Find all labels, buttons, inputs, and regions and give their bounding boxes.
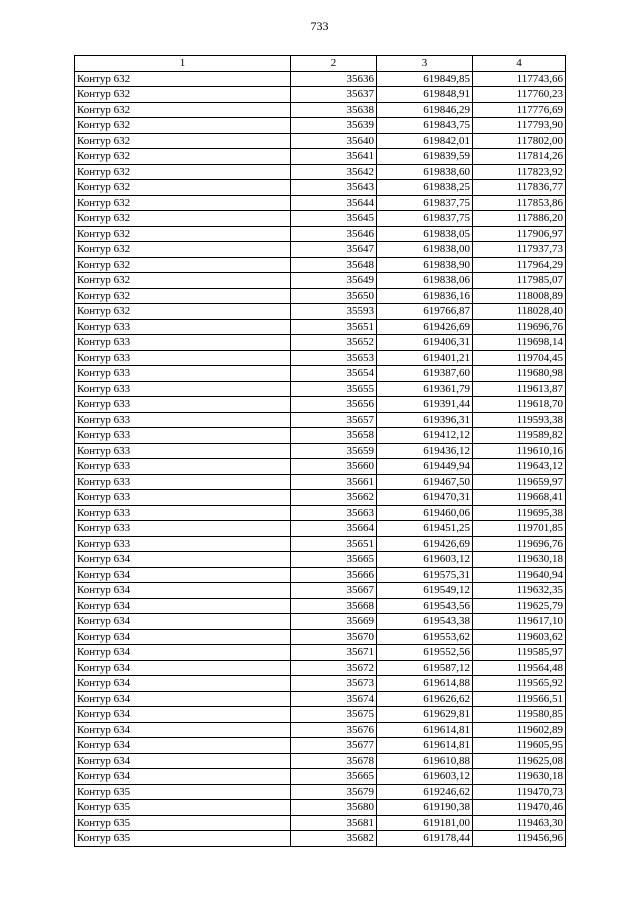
x-coordinate-cell: 619766,87 bbox=[377, 304, 473, 320]
y-coordinate-cell: 119589,82 bbox=[473, 428, 566, 444]
point-number-cell: 35645 bbox=[291, 211, 377, 227]
y-coordinate-cell: 119695,38 bbox=[473, 505, 566, 521]
contour-name-cell: Контур 632 bbox=[75, 180, 291, 196]
contour-name-cell: Контур 632 bbox=[75, 133, 291, 149]
y-coordinate-cell: 117776,69 bbox=[473, 102, 566, 118]
y-coordinate-cell: 119602,89 bbox=[473, 722, 566, 738]
contour-name-cell: Контур 632 bbox=[75, 118, 291, 134]
point-number-cell: 35682 bbox=[291, 831, 377, 847]
contour-name-cell: Контур 634 bbox=[75, 722, 291, 738]
point-number-cell: 35637 bbox=[291, 87, 377, 103]
point-number-cell: 35678 bbox=[291, 753, 377, 769]
contour-name-cell: Контур 634 bbox=[75, 583, 291, 599]
point-number-cell: 35642 bbox=[291, 164, 377, 180]
point-number-cell: 35647 bbox=[291, 242, 377, 258]
table-row bbox=[75, 660, 566, 676]
table-row bbox=[75, 722, 566, 738]
y-coordinate-cell: 119463,30 bbox=[473, 815, 566, 831]
table-row bbox=[75, 242, 566, 258]
table-row bbox=[75, 288, 566, 304]
header-row bbox=[75, 56, 566, 72]
x-coordinate-cell: 619839,59 bbox=[377, 149, 473, 165]
x-coordinate-cell: 619838,06 bbox=[377, 273, 473, 289]
y-coordinate-cell: 119701,85 bbox=[473, 521, 566, 537]
x-coordinate-cell: 619842,01 bbox=[377, 133, 473, 149]
table-row bbox=[75, 552, 566, 568]
contour-name-cell: Контур 632 bbox=[75, 304, 291, 320]
point-number-cell: 35668 bbox=[291, 598, 377, 614]
x-coordinate-cell: 619467,50 bbox=[377, 474, 473, 490]
table-row bbox=[75, 257, 566, 273]
contour-name-cell: Контур 634 bbox=[75, 645, 291, 661]
table-row bbox=[75, 676, 566, 692]
x-coordinate-cell: 619838,00 bbox=[377, 242, 473, 258]
table-row bbox=[75, 614, 566, 630]
page-number: 733 bbox=[310, 19, 329, 33]
x-coordinate-cell: 619838,25 bbox=[377, 180, 473, 196]
x-coordinate-cell: 619396,31 bbox=[377, 412, 473, 428]
table-row bbox=[75, 133, 566, 149]
point-number-cell: 35673 bbox=[291, 676, 377, 692]
x-coordinate-cell: 619843,75 bbox=[377, 118, 473, 134]
point-number-cell: 35648 bbox=[291, 257, 377, 273]
y-coordinate-cell: 117937,73 bbox=[473, 242, 566, 258]
point-number-cell: 35664 bbox=[291, 521, 377, 537]
y-coordinate-cell: 119618,70 bbox=[473, 397, 566, 413]
point-number-cell: 35674 bbox=[291, 691, 377, 707]
table-row bbox=[75, 319, 566, 335]
x-coordinate-cell: 619603,12 bbox=[377, 552, 473, 568]
x-coordinate-cell: 619470,31 bbox=[377, 490, 473, 506]
contour-name-cell: Контур 632 bbox=[75, 288, 291, 304]
contour-name-cell: Контур 632 bbox=[75, 102, 291, 118]
table-row bbox=[75, 490, 566, 506]
table-row bbox=[75, 304, 566, 320]
contour-name-cell: Контур 635 bbox=[75, 784, 291, 800]
table-row bbox=[75, 412, 566, 428]
contour-name-cell: Контур 633 bbox=[75, 397, 291, 413]
contour-name-cell: Контур 632 bbox=[75, 257, 291, 273]
contour-name-cell: Контур 632 bbox=[75, 87, 291, 103]
y-coordinate-cell: 119659,97 bbox=[473, 474, 566, 490]
y-coordinate-cell: 117853,86 bbox=[473, 195, 566, 211]
table-row bbox=[75, 521, 566, 537]
contour-name-cell: Контур 634 bbox=[75, 769, 291, 785]
y-coordinate-cell: 119565,92 bbox=[473, 676, 566, 692]
table-row bbox=[75, 583, 566, 599]
y-coordinate-cell: 119632,35 bbox=[473, 583, 566, 599]
y-coordinate-cell: 117802,00 bbox=[473, 133, 566, 149]
table-row bbox=[75, 474, 566, 490]
y-coordinate-cell: 117964,29 bbox=[473, 257, 566, 273]
table-row bbox=[75, 118, 566, 134]
x-coordinate-cell: 619246,62 bbox=[377, 784, 473, 800]
contour-name-cell: Контур 633 bbox=[75, 536, 291, 552]
point-number-cell: 35675 bbox=[291, 707, 377, 723]
coordinates-table bbox=[74, 55, 566, 847]
table-row bbox=[75, 428, 566, 444]
contour-name-cell: Контур 633 bbox=[75, 474, 291, 490]
contour-name-cell: Контур 633 bbox=[75, 505, 291, 521]
table-row bbox=[75, 800, 566, 816]
x-coordinate-cell: 619543,56 bbox=[377, 598, 473, 614]
point-number-cell: 35656 bbox=[291, 397, 377, 413]
table-row bbox=[75, 195, 566, 211]
table-row bbox=[75, 505, 566, 521]
x-coordinate-cell: 619849,85 bbox=[377, 71, 473, 87]
x-coordinate-cell: 619543,38 bbox=[377, 614, 473, 630]
contour-name-cell: Контур 633 bbox=[75, 335, 291, 351]
contour-name-cell: Контур 632 bbox=[75, 226, 291, 242]
table-row bbox=[75, 350, 566, 366]
contour-name-cell: Контур 633 bbox=[75, 459, 291, 475]
x-coordinate-cell: 619361,79 bbox=[377, 381, 473, 397]
table-row bbox=[75, 707, 566, 723]
contour-name-cell: Контур 635 bbox=[75, 815, 291, 831]
point-number-cell: 35679 bbox=[291, 784, 377, 800]
y-coordinate-cell: 119610,16 bbox=[473, 443, 566, 459]
x-coordinate-cell: 619838,90 bbox=[377, 257, 473, 273]
x-coordinate-cell: 619406,31 bbox=[377, 335, 473, 351]
y-coordinate-cell: 119625,79 bbox=[473, 598, 566, 614]
point-number-cell: 35660 bbox=[291, 459, 377, 475]
table-row bbox=[75, 443, 566, 459]
table-row bbox=[75, 753, 566, 769]
y-coordinate-cell: 119617,10 bbox=[473, 614, 566, 630]
y-coordinate-cell: 117743,66 bbox=[473, 71, 566, 87]
x-coordinate-cell: 619837,75 bbox=[377, 195, 473, 211]
y-coordinate-cell: 117760,23 bbox=[473, 87, 566, 103]
x-coordinate-cell: 619614,81 bbox=[377, 722, 473, 738]
contour-name-cell: Контур 634 bbox=[75, 629, 291, 645]
table-row bbox=[75, 397, 566, 413]
table-row bbox=[75, 335, 566, 351]
y-coordinate-cell: 119625,08 bbox=[473, 753, 566, 769]
contour-name-cell: Контур 634 bbox=[75, 707, 291, 723]
y-coordinate-cell: 119470,46 bbox=[473, 800, 566, 816]
y-coordinate-cell: 119456,96 bbox=[473, 831, 566, 847]
contour-name-cell: Контур 632 bbox=[75, 149, 291, 165]
contour-name-cell: Контур 634 bbox=[75, 753, 291, 769]
table-row bbox=[75, 629, 566, 645]
y-coordinate-cell: 119564,48 bbox=[473, 660, 566, 676]
y-coordinate-cell: 117793,90 bbox=[473, 118, 566, 134]
contour-name-cell: Контур 634 bbox=[75, 738, 291, 754]
table-row bbox=[75, 645, 566, 661]
column-header: 2 bbox=[291, 56, 377, 72]
x-coordinate-cell: 619436,12 bbox=[377, 443, 473, 459]
point-number-cell: 35677 bbox=[291, 738, 377, 754]
point-number-cell: 35667 bbox=[291, 583, 377, 599]
y-coordinate-cell: 118028,40 bbox=[473, 304, 566, 320]
x-coordinate-cell: 619614,81 bbox=[377, 738, 473, 754]
table-row bbox=[75, 180, 566, 196]
table-row bbox=[75, 738, 566, 754]
point-number-cell: 35639 bbox=[291, 118, 377, 134]
x-coordinate-cell: 619626,62 bbox=[377, 691, 473, 707]
x-coordinate-cell: 619575,31 bbox=[377, 567, 473, 583]
y-coordinate-cell: 119605,95 bbox=[473, 738, 566, 754]
point-number-cell: 35670 bbox=[291, 629, 377, 645]
table-row bbox=[75, 366, 566, 382]
column-header: 4 bbox=[473, 56, 566, 72]
contour-name-cell: Контур 634 bbox=[75, 691, 291, 707]
y-coordinate-cell: 117823,92 bbox=[473, 164, 566, 180]
x-coordinate-cell: 619190,38 bbox=[377, 800, 473, 816]
contour-name-cell: Контур 633 bbox=[75, 381, 291, 397]
y-coordinate-cell: 119613,87 bbox=[473, 381, 566, 397]
x-coordinate-cell: 619391,44 bbox=[377, 397, 473, 413]
table-row bbox=[75, 149, 566, 165]
table-row bbox=[75, 273, 566, 289]
point-number-cell: 35649 bbox=[291, 273, 377, 289]
contour-name-cell: Контур 634 bbox=[75, 676, 291, 692]
contour-name-cell: Контур 633 bbox=[75, 366, 291, 382]
point-number-cell: 35644 bbox=[291, 195, 377, 211]
point-number-cell: 35672 bbox=[291, 660, 377, 676]
y-coordinate-cell: 119696,76 bbox=[473, 319, 566, 335]
y-coordinate-cell: 117814,26 bbox=[473, 149, 566, 165]
x-coordinate-cell: 619848,91 bbox=[377, 87, 473, 103]
point-number-cell: 35640 bbox=[291, 133, 377, 149]
point-number-cell: 35665 bbox=[291, 769, 377, 785]
point-number-cell: 35657 bbox=[291, 412, 377, 428]
table-row bbox=[75, 102, 566, 118]
y-coordinate-cell: 119593,38 bbox=[473, 412, 566, 428]
x-coordinate-cell: 619449,94 bbox=[377, 459, 473, 475]
column-header: 1 bbox=[75, 56, 291, 72]
table-row bbox=[75, 691, 566, 707]
contour-name-cell: Контур 633 bbox=[75, 412, 291, 428]
point-number-cell: 35641 bbox=[291, 149, 377, 165]
x-coordinate-cell: 619838,05 bbox=[377, 226, 473, 242]
contour-name-cell: Контур 633 bbox=[75, 350, 291, 366]
contour-name-cell: Контур 634 bbox=[75, 614, 291, 630]
contour-name-cell: Контур 632 bbox=[75, 211, 291, 227]
table-row bbox=[75, 815, 566, 831]
contour-name-cell: Контур 633 bbox=[75, 428, 291, 444]
point-number-cell: 35654 bbox=[291, 366, 377, 382]
point-number-cell: 35636 bbox=[291, 71, 377, 87]
point-number-cell: 35650 bbox=[291, 288, 377, 304]
point-number-cell: 35676 bbox=[291, 722, 377, 738]
table-row bbox=[75, 769, 566, 785]
point-number-cell: 35651 bbox=[291, 319, 377, 335]
y-coordinate-cell: 119470,73 bbox=[473, 784, 566, 800]
x-coordinate-cell: 619460,06 bbox=[377, 505, 473, 521]
point-number-cell: 35663 bbox=[291, 505, 377, 521]
contour-name-cell: Контур 632 bbox=[75, 164, 291, 180]
contour-name-cell: Контур 633 bbox=[75, 521, 291, 537]
point-number-cell: 35646 bbox=[291, 226, 377, 242]
y-coordinate-cell: 119696,76 bbox=[473, 536, 566, 552]
x-coordinate-cell: 619836,16 bbox=[377, 288, 473, 304]
x-coordinate-cell: 619587,12 bbox=[377, 660, 473, 676]
table-row bbox=[75, 211, 566, 227]
y-coordinate-cell: 119603,62 bbox=[473, 629, 566, 645]
x-coordinate-cell: 619401,21 bbox=[377, 350, 473, 366]
table-row bbox=[75, 71, 566, 87]
x-coordinate-cell: 619610,88 bbox=[377, 753, 473, 769]
point-number-cell: 35666 bbox=[291, 567, 377, 583]
y-coordinate-cell: 119630,18 bbox=[473, 769, 566, 785]
y-coordinate-cell: 119566,51 bbox=[473, 691, 566, 707]
point-number-cell: 35638 bbox=[291, 102, 377, 118]
point-number-cell: 35665 bbox=[291, 552, 377, 568]
x-coordinate-cell: 619426,69 bbox=[377, 536, 473, 552]
y-coordinate-cell: 119643,12 bbox=[473, 459, 566, 475]
table-row bbox=[75, 226, 566, 242]
x-coordinate-cell: 619552,56 bbox=[377, 645, 473, 661]
x-coordinate-cell: 619181,00 bbox=[377, 815, 473, 831]
point-number-cell: 35653 bbox=[291, 350, 377, 366]
y-coordinate-cell: 118008,89 bbox=[473, 288, 566, 304]
y-coordinate-cell: 119680,98 bbox=[473, 366, 566, 382]
y-coordinate-cell: 117886,20 bbox=[473, 211, 566, 227]
table-row bbox=[75, 784, 566, 800]
x-coordinate-cell: 619629,81 bbox=[377, 707, 473, 723]
contour-name-cell: Контур 633 bbox=[75, 443, 291, 459]
point-number-cell: 35662 bbox=[291, 490, 377, 506]
point-number-cell: 35659 bbox=[291, 443, 377, 459]
contour-name-cell: Контур 635 bbox=[75, 800, 291, 816]
y-coordinate-cell: 119585,97 bbox=[473, 645, 566, 661]
table-row bbox=[75, 567, 566, 583]
point-number-cell: 35593 bbox=[291, 304, 377, 320]
x-coordinate-cell: 619553,62 bbox=[377, 629, 473, 645]
x-coordinate-cell: 619837,75 bbox=[377, 211, 473, 227]
point-number-cell: 35651 bbox=[291, 536, 377, 552]
x-coordinate-cell: 619603,12 bbox=[377, 769, 473, 785]
y-coordinate-cell: 117985,07 bbox=[473, 273, 566, 289]
y-coordinate-cell: 117906,97 bbox=[473, 226, 566, 242]
x-coordinate-cell: 619178,44 bbox=[377, 831, 473, 847]
x-coordinate-cell: 619412,12 bbox=[377, 428, 473, 444]
y-coordinate-cell: 119698,14 bbox=[473, 335, 566, 351]
table-row bbox=[75, 831, 566, 847]
table-row bbox=[75, 87, 566, 103]
point-number-cell: 35680 bbox=[291, 800, 377, 816]
x-coordinate-cell: 619549,12 bbox=[377, 583, 473, 599]
point-number-cell: 35669 bbox=[291, 614, 377, 630]
point-number-cell: 35655 bbox=[291, 381, 377, 397]
y-coordinate-cell: 119668,41 bbox=[473, 490, 566, 506]
point-number-cell: 35671 bbox=[291, 645, 377, 661]
contour-name-cell: Контур 635 bbox=[75, 831, 291, 847]
y-coordinate-cell: 119630,18 bbox=[473, 552, 566, 568]
contour-name-cell: Контур 632 bbox=[75, 273, 291, 289]
x-coordinate-cell: 619426,69 bbox=[377, 319, 473, 335]
contour-name-cell: Контур 634 bbox=[75, 660, 291, 676]
contour-name-cell: Контур 633 bbox=[75, 319, 291, 335]
y-coordinate-cell: 119704,45 bbox=[473, 350, 566, 366]
table-row bbox=[75, 459, 566, 475]
contour-name-cell: Контур 634 bbox=[75, 567, 291, 583]
point-number-cell: 35643 bbox=[291, 180, 377, 196]
point-number-cell: 35681 bbox=[291, 815, 377, 831]
contour-name-cell: Контур 633 bbox=[75, 490, 291, 506]
contour-name-cell: Контур 634 bbox=[75, 552, 291, 568]
x-coordinate-cell: 619451,25 bbox=[377, 521, 473, 537]
point-number-cell: 35661 bbox=[291, 474, 377, 490]
point-number-cell: 35658 bbox=[291, 428, 377, 444]
x-coordinate-cell: 619614,88 bbox=[377, 676, 473, 692]
y-coordinate-cell: 119580,85 bbox=[473, 707, 566, 723]
column-header: 3 bbox=[377, 56, 473, 72]
contour-name-cell: Контур 634 bbox=[75, 598, 291, 614]
contour-name-cell: Контур 632 bbox=[75, 71, 291, 87]
x-coordinate-cell: 619387,60 bbox=[377, 366, 473, 382]
table-row bbox=[75, 381, 566, 397]
contour-name-cell: Контур 632 bbox=[75, 242, 291, 258]
table-row bbox=[75, 164, 566, 180]
y-coordinate-cell: 117836,77 bbox=[473, 180, 566, 196]
table-row bbox=[75, 598, 566, 614]
y-coordinate-cell: 119640,94 bbox=[473, 567, 566, 583]
point-number-cell: 35652 bbox=[291, 335, 377, 351]
contour-name-cell: Контур 632 bbox=[75, 195, 291, 211]
x-coordinate-cell: 619838,60 bbox=[377, 164, 473, 180]
table-row bbox=[75, 536, 566, 552]
x-coordinate-cell: 619846,29 bbox=[377, 102, 473, 118]
